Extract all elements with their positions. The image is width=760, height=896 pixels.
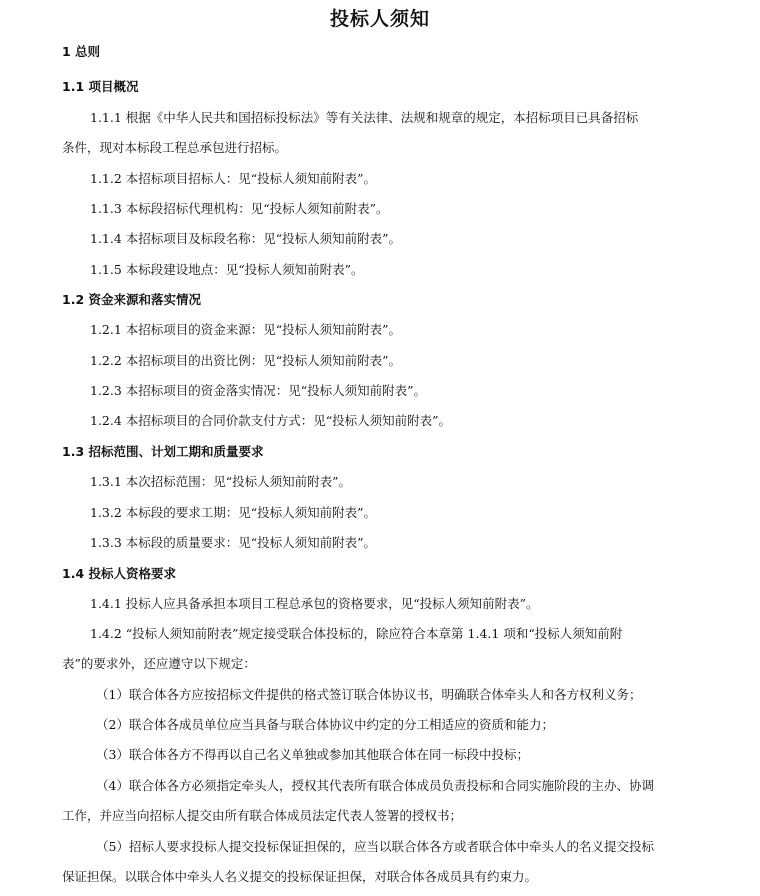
clause-1-4-2-line-1: 1.4.2 “投标人须知前附表”规定接受联合体投标的，除应符合本章第 1.4.1 项和“投标人须知前附 xyxy=(90,626,623,641)
rule-item-4-line-1: （4）联合体各方必须指定牵头人，授权其代表所有联合体成员负责投标和合同实施阶段的主办、协调 xyxy=(96,778,654,793)
clause-1-3-3: 1.3.3 本标段的质量要求：见“投标人须知前附表”。 xyxy=(90,535,377,550)
clause-1-2-1: 1.2.1 本招标项目的资金来源：见“投标人须知前附表”。 xyxy=(90,322,402,337)
clause-1-1-3: 1.1.3 本标段招标代理机构：见“投标人须知前附表”。 xyxy=(90,201,389,216)
page-title: 投标人须知 xyxy=(329,8,430,30)
clause-1-1-4: 1.1.4 本招标项目及标段名称：见“投标人须知前附表”。 xyxy=(90,231,402,246)
rule-item-5-line-2: 保证担保。以联合体中牵头人名义提交的投标保证担保，对联合体各成员具有约束力。 xyxy=(62,869,538,884)
subsection-heading-1-4: 1.4 投标人资格要求 xyxy=(62,566,176,581)
subsection-heading-1-1: 1.1 项目概况 xyxy=(62,79,139,94)
clause-1-2-2: 1.2.2 本招标项目的出资比例：见“投标人须知前附表”。 xyxy=(90,353,402,368)
clause-1-2-3: 1.2.3 本招标项目的资金落实情况：见“投标人须知前附表”。 xyxy=(90,383,427,398)
clause-1-1-2: 1.1.2 本招标项目招标人：见“投标人须知前附表”。 xyxy=(90,171,377,186)
rule-item-5-line-1: （5）招标人要求投标人提交投标保证担保的，应当以联合体各方或者联合体中牵头人的名义提交投标 xyxy=(96,839,654,854)
rule-item-3: （3）联合体各方不得再以自己名义单独或参加其他联合体在同一标段中投标； xyxy=(96,747,529,762)
clause-1-1-1-line-1: 1.1.1 根据《中华人民共和国招标投标法》等有关法律、法规和规章的规定，本招标项目已具备招标 xyxy=(90,110,639,125)
section-heading-general: 1 总则 xyxy=(62,44,101,59)
rule-item-4-line-2: 工作，并应当向招标人提交由所有联合体成员法定代表人签署的授权书； xyxy=(62,808,463,823)
clause-1-1-5: 1.1.5 本标段建设地点：见“投标人须知前附表”。 xyxy=(90,262,364,277)
clause-1-4-1: 1.4.1 投标人应具备承担本项目工程总承包的资格要求，见“投标人须知前附表”。 xyxy=(90,596,539,611)
clause-1-2-4: 1.2.4 本招标项目的合同价款支付方式：见“投标人须知前附表”。 xyxy=(90,413,452,428)
clause-1-3-2: 1.3.2 本标段的要求工期：见“投标人须知前附表”。 xyxy=(90,505,377,520)
clause-1-1-1-line-2: 条件，现对本标段工程总承包进行招标。 xyxy=(62,140,288,155)
rule-item-1: （1）联合体各方应按招标文件提供的格式签订联合体协议书，明确联合体牵头人和各方权利义务； xyxy=(96,687,642,702)
subsection-heading-1-2: 1.2 资金来源和落实情况 xyxy=(62,292,201,307)
rule-item-2: （2）联合体各成员单位应当具备与联合体协议中约定的分工相适应的资质和能力； xyxy=(96,717,554,732)
clause-1-4-2-line-2: 表”的要求外，还应遵守以下规定： xyxy=(62,656,256,671)
clause-1-3-1: 1.3.1 本次招标范围：见“投标人须知前附表”。 xyxy=(90,474,352,489)
subsection-heading-1-3: 1.3 招标范围、计划工期和质量要求 xyxy=(62,444,264,459)
